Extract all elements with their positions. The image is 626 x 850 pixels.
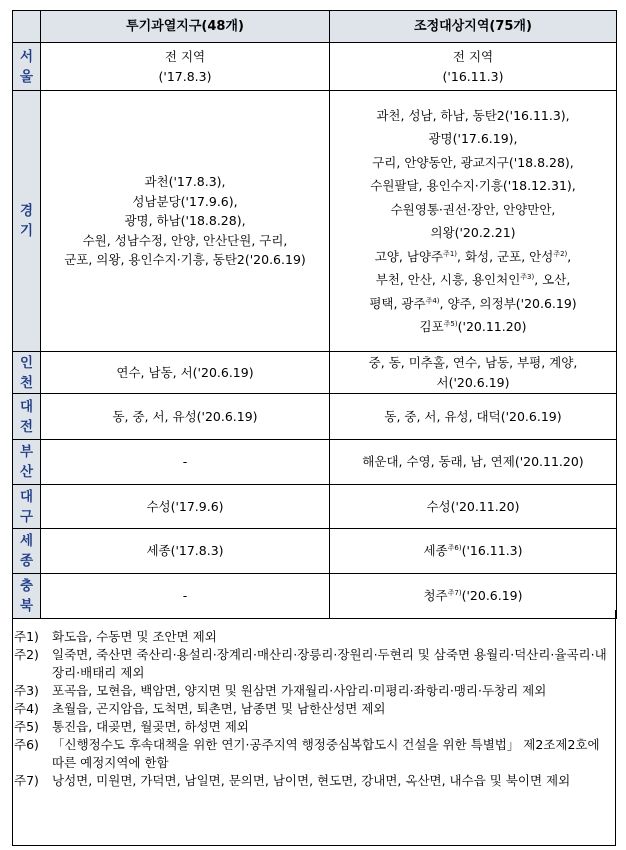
gyeonggi-adj-line <box>330 245 616 269</box>
footnote-label: 주2) <box>14 647 39 662</box>
header-speculation-zone: 투기과열지구(48개) <box>41 11 330 43</box>
text-seg: 평택, 광주 <box>369 295 426 311</box>
chungbuk-speculation: - <box>41 574 330 619</box>
busan-speculation: - <box>41 440 330 485</box>
footnote-ref: 주3) <box>520 272 535 281</box>
notes-left-border <box>12 610 13 846</box>
text-seg: 세종 <box>423 543 448 559</box>
text-seg: , 화성, 군포, 안성 <box>457 248 554 264</box>
footnote-ref: 주5) <box>443 319 458 328</box>
table-row <box>13 440 617 485</box>
gyeonggi-adj-line: 의왕('20.2.21) <box>430 225 516 240</box>
footnote-ref: 주1) <box>443 249 458 258</box>
footnote-item <box>14 628 614 646</box>
region-daegu: 대 구 <box>13 485 41 529</box>
footnote-label: 주7) <box>14 773 39 788</box>
daejeon-speculation: 동, 중, 서, 유성('20.6.19) <box>41 394 330 440</box>
region-busan: 부 산 <box>13 440 41 485</box>
footnote-item <box>14 646 614 682</box>
gyeonggi-adj-line <box>330 292 616 316</box>
footnote-item <box>14 736 614 772</box>
region-seoul: 서 울 <box>13 43 41 91</box>
gyeonggi-speculation: 과천('17.8.3), 성남분당('17.9.6), 광명, 하남('18.8.28), 수원, 성남수정, 안양, 안산단원, 구리, 군포, 의왕, 용인수지·기흥, 동탄2('20.6.19) <box>41 91 330 352</box>
incheon-speculation: 연수, 남동, 서('20.6.19) <box>41 352 330 394</box>
table-row <box>13 394 617 440</box>
table-row <box>13 574 617 619</box>
footnote-text: 통진읍, 대곶면, 월곶면, 하성면 제외 <box>52 719 249 734</box>
table-row <box>13 485 617 529</box>
header-adjustment-area: 조정대상지역(75개) <box>330 11 617 43</box>
regulated-area-table <box>12 10 617 619</box>
region-gyeonggi: 경 기 <box>13 91 41 352</box>
chungbuk-adjustment <box>330 574 617 619</box>
footnote-text: 일죽면, 죽산면 죽산리·용설리·장계리·매산리·장릉리·장원리·두현리 및 삼죽면 용월리·덕산리·율곡리·내장리·배태리 제외 <box>52 647 607 680</box>
daegu-adjustment: 수성('20.11.20) <box>330 485 617 529</box>
text-seg: , 오산, <box>534 272 571 287</box>
region-sejong: 세 종 <box>13 529 41 574</box>
table-row <box>13 43 617 91</box>
daejeon-adjustment: 동, 중, 서, 유성, 대덕('20.6.19) <box>330 394 617 440</box>
footnote-ref: 주6) <box>447 544 462 553</box>
daegu-speculation: 수성('17.9.6) <box>41 485 330 529</box>
footnote-ref: 주7) <box>447 589 462 598</box>
notes-right-border <box>615 610 616 846</box>
footnote-text: 포곡읍, 모현읍, 백암면, 양지면 및 원삼면 가재월리·사암리·미평리·좌항리·맹리·두창리 제외 <box>52 683 547 698</box>
gyeonggi-adj-line <box>330 268 616 292</box>
sejong-adjustment <box>330 529 617 574</box>
region-daejeon: 대 전 <box>13 394 41 440</box>
footnote-item <box>14 682 614 700</box>
footnote-label: 주3) <box>14 683 39 698</box>
incheon-adjustment: 중, 동, 미추홀, 연수, 남동, 부평, 계양, 서('20.6.19) <box>330 352 617 394</box>
gyeonggi-adj-line: 구리, 안양동안, 광교지구('18.8.28), <box>372 154 574 170</box>
table-row <box>13 529 617 574</box>
footnote-text: 화도읍, 수동면 및 조안면 제외 <box>52 629 217 644</box>
footnote-item <box>14 772 614 790</box>
footnote-text: 낭성면, 미원면, 가덕면, 남일면, 문의면, 남이면, 현도면, 강내면, 옥산면, 내수읍 및 북이면 제외 <box>52 773 571 788</box>
footnote-label: 주4) <box>14 701 39 716</box>
footnote-text: 「신행정수도 후속대책을 위한 연기·공주지역 행정중심복합도시 건설을 위한 특별법」 제2조제2호에 따른 예정지역에 한함 <box>52 737 600 770</box>
gyeonggi-adj-line: 수원팔달, 용인수지·기흥('18.12.31), <box>370 178 576 193</box>
table-header-row <box>13 11 617 43</box>
text-seg: 김포 <box>419 319 444 334</box>
region-incheon: 인 천 <box>13 352 41 394</box>
region-chungbuk: 충 북 <box>13 574 41 619</box>
footnote-label: 주6) <box>14 737 39 752</box>
text-seg: 고양, 남양주 <box>374 248 444 264</box>
text-seg: ('20.11.20) <box>457 319 527 334</box>
header-corner <box>13 11 41 43</box>
gyeonggi-adj-line: 수원영통·권선·장안, 안양만안, <box>390 201 556 217</box>
busan-adjustment: 해운대, 수영, 동래, 남, 연제('20.11.20) <box>330 440 617 485</box>
footnote-item <box>14 700 614 718</box>
footnote-label: 주5) <box>14 719 39 734</box>
footnote-item <box>14 718 614 736</box>
text-seg: , <box>567 248 572 264</box>
gyeonggi-adj-line: 광명('17.6.19), <box>428 131 518 146</box>
text-seg: , 양주, 의정부('20.6.19) <box>439 295 577 311</box>
gyeonggi-adj-line: 과천, 성남, 하남, 동탄2('16.11.3), <box>376 107 570 123</box>
notes-bottom-border <box>12 845 616 846</box>
footnote-ref: 주4) <box>425 296 440 305</box>
gyeonggi-adjustment <box>330 91 617 352</box>
text-seg: ('16.11.3) <box>461 543 523 559</box>
footnote-ref: 주2) <box>553 249 568 258</box>
text-seg: 청주 <box>423 588 448 604</box>
gyeonggi-adj-line <box>330 315 616 339</box>
table-row <box>13 91 617 352</box>
footnotes <box>14 628 614 790</box>
footnote-text: 초월읍, 곤지암읍, 도척면, 퇴촌면, 남종면 및 남한산성면 제외 <box>52 701 386 716</box>
text-seg: 부천, 안산, 시흥, 용인처인 <box>375 272 521 287</box>
sejong-speculation: 세종('17.8.3) <box>41 529 330 574</box>
footnote-label: 주1) <box>14 629 39 644</box>
table-row <box>13 352 617 394</box>
seoul-adjustment: 전 지역 ('16.11.3) <box>330 43 617 91</box>
text-seg: ('20.6.19) <box>461 588 523 604</box>
seoul-speculation: 전 지역 ('17.8.3) <box>41 43 330 91</box>
